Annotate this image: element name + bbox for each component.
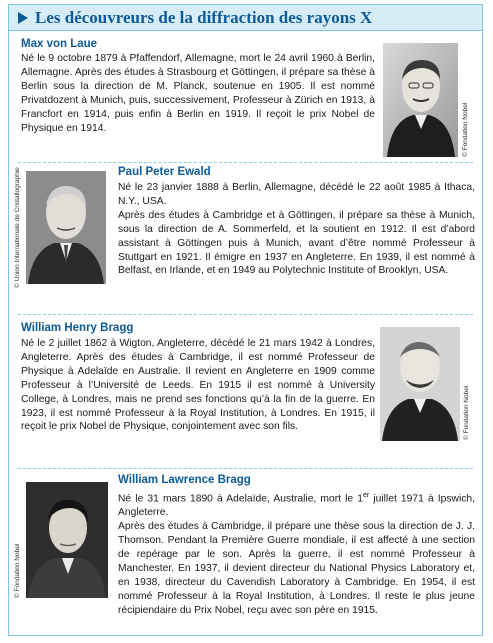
wlbragg-bio (118, 489, 475, 618)
ewald-bio (118, 181, 475, 278)
laue-bio-text: Né le 9 octobre 1879 à Pfaffendorf, Allemagne, mort le 24 avril 1960 à Berlin, Allemagne. Après des études à Strasbourg et Göttingen, il prépare sa thèse à Berlin sous la direction de M. Planck, soutenue en 1905. Il est nommé Privatdozent à Munich, puis, successivement, Professeur à Zürich en 1913, à Francfort en 1914, puis enfin à Berlin en 1919. Il reçoit le prix Nobel de Physique en 1914. (21, 53, 375, 134)
separator (18, 468, 473, 469)
separator (18, 314, 473, 315)
whbragg-portrait (380, 327, 460, 441)
wlbragg-bio-text-1a: Né le 31 mars 1890 à Adelaïde, Australie, mort le 1 (118, 493, 363, 505)
wlbragg-portrait-image (26, 482, 108, 598)
laue-name: Max von Laue (21, 38, 98, 50)
ewald-photo-credit: © Union Internationale de Cristallographie (14, 167, 21, 288)
wlbragg-bio-text-2: Après des études à Cambridge, il prépare une thèse sous la direction de J. J. Thomson. Pendant la Première Guerre mondiale, il est affecté à une section de repérage par le son. Après la guerre, il est nommé Professeur à Manchester. En 1937, il devient directeur du National Physics Laboratory et, en 1938, directeur du Cavendish Laboratory à Cambridge. En 1954, il est nommé Professeur à la Royal Institution, à Londres. Il reste le plus jeune récipiendaire du Prix Nobel, reçu avec son père en 1915. (118, 521, 475, 616)
wlbragg-bio-text-1 (118, 489, 475, 520)
wlbragg-photo-credit: © Fondation Nobel (14, 543, 21, 598)
wlbragg-bio-text-1b: juillet 1971 à Ipswich, Angleterre. (118, 493, 475, 519)
ewald-name: Paul Peter Ewald (118, 166, 211, 178)
whbragg-name: William Henry Bragg (21, 322, 134, 334)
wlbragg-name: William Lawrence Bragg (118, 474, 251, 486)
title-banner (8, 4, 483, 31)
wlbragg-bio-sup: er (362, 492, 370, 499)
laue-portrait-image (383, 43, 458, 157)
page-title: Les découvreurs de la diffraction des rayons X (35, 8, 373, 27)
ewald-portrait-image (26, 171, 106, 284)
whbragg-photo-credit: © Fondation Nobel (463, 385, 470, 440)
laue-bio (21, 52, 375, 135)
ewald-bio-text-2: Après des études à Cambridge et à Göttingen, il prépare sa thèse à Munich, sous la direction de A. Sommerfeld, et la soutient en 1912. Il est d’abord assistant à Göttingen puis à Munich, avant d’être nommé Professeur à Stuttgart en 1921. Il émigre en 1937 en Angleterre. En 1939, il est nommé à Belfast, en Irlande, et en 1949 au Polytechnic Institute of Brooklyn, USA. (118, 209, 475, 277)
laue-photo-credit: © Fondation Nobel (462, 102, 469, 157)
wlbragg-portrait (26, 482, 108, 598)
whbragg-bio-text: Né le 2 juillet 1862 à Wigton, Angleterre, décédé le 21 mars 1942 à Londres, Angleterre. Après des études à Cambridge, il est nommé Professeur de Physique à Adelaïde en Australie. Il revient en Angleterre en 1909 comme Professeur à l’Université de Leeds. En 1915 il est nommé à University College, à Londres, mais ne prend ses fonctions qu’à la fin de la guerre. En 1923, il est nommé Professeur à la Royal Institution, à Londres. En 1915, il reçoit le prix Nobel de Physique, conjointement avec son fils. (21, 338, 375, 433)
whbragg-bio (21, 337, 375, 434)
separator (18, 162, 473, 163)
ewald-portrait (26, 171, 106, 284)
ewald-bio-text-1: Né le 23 janvier 1888 à Berlin, Allemagne, décédé le 22 août 1985 à Ithaca, N.Y., USA. (118, 182, 475, 207)
laue-portrait (383, 43, 458, 157)
whbragg-portrait-image (380, 327, 460, 441)
triangle-bullet-icon (18, 12, 28, 24)
